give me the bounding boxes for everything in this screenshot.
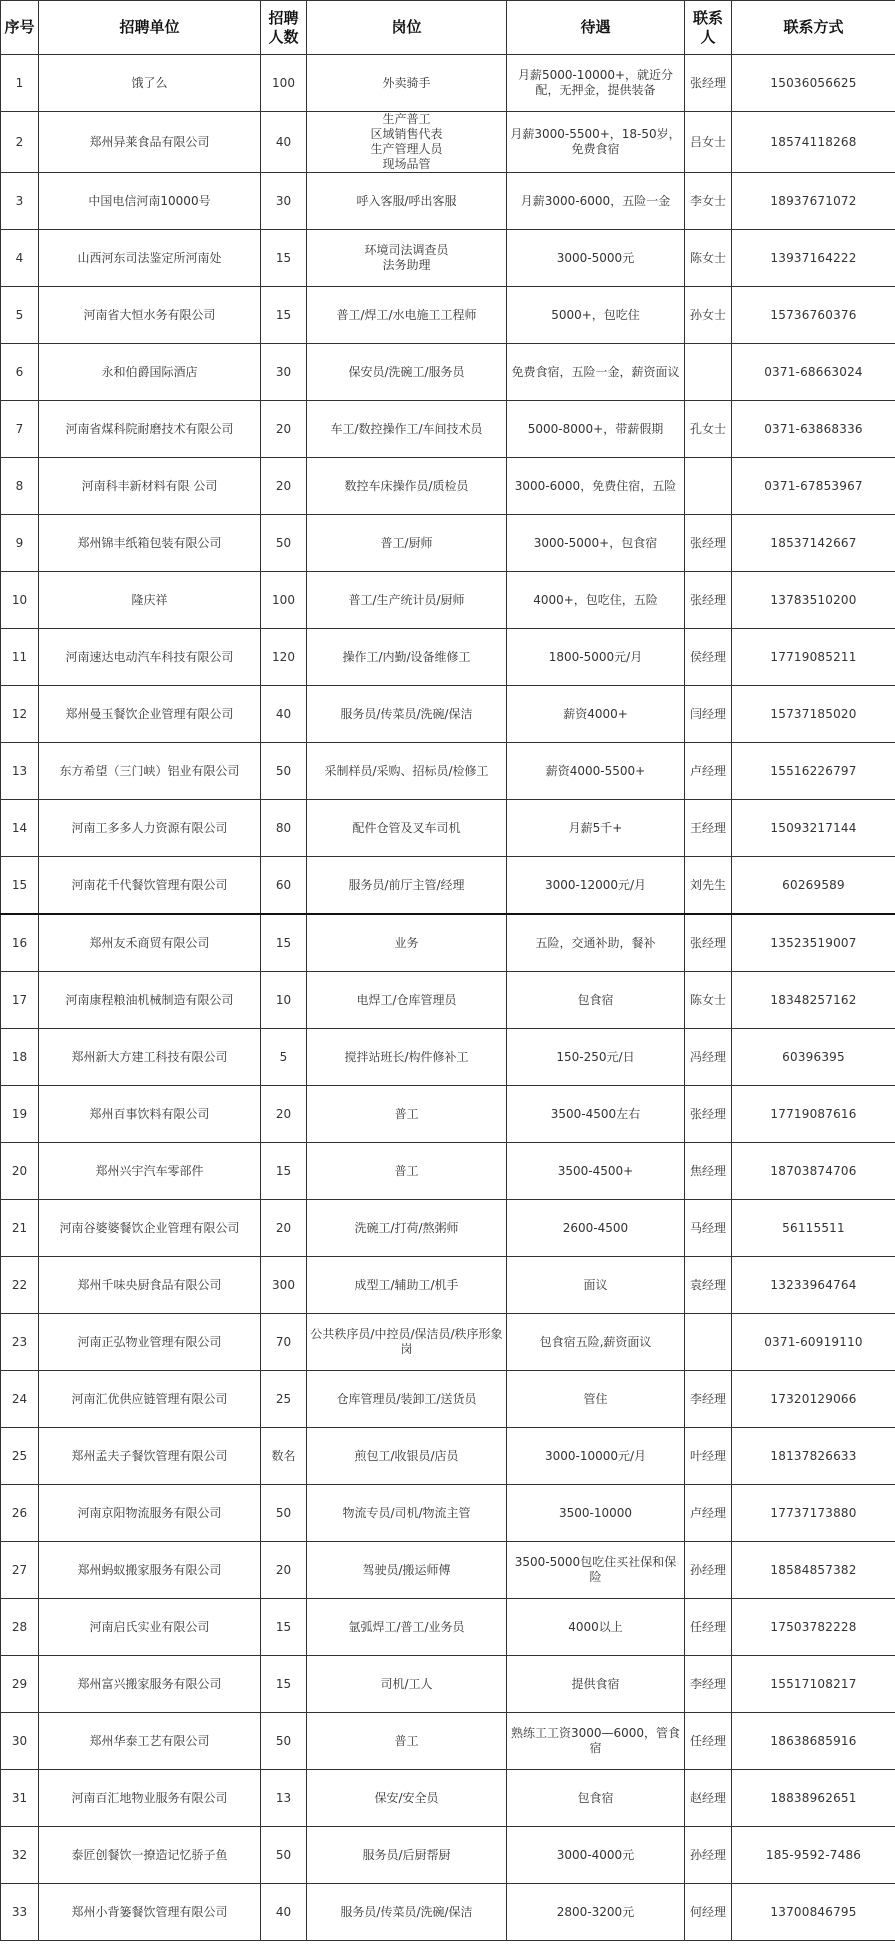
cell-phone: 13700846795: [732, 1884, 895, 1941]
cell-contact: 侯经理: [685, 629, 732, 686]
cell-phone: 0371-68663024: [732, 344, 895, 401]
cell-phone: 56115511: [732, 1200, 895, 1257]
table-row: [1, 1371, 895, 1428]
cell-contact: 张经理: [685, 572, 732, 629]
cell-count: 10: [261, 972, 307, 1029]
cell-position: 呼入客服/呼出客服: [307, 173, 507, 230]
cell-phone: 18703874706: [732, 1143, 895, 1200]
cell-phone: 17719085211: [732, 629, 895, 686]
header-no: 序号: [1, 1, 39, 55]
cell-phone: 17737173880: [732, 1485, 895, 1542]
cell-contact: 孙女士: [685, 287, 732, 344]
cell-position: 普工: [307, 1143, 507, 1200]
cell-salary: 3500-4500左右: [507, 1086, 685, 1143]
cell-no: 18: [1, 1029, 39, 1086]
cell-contact: 马经理: [685, 1200, 732, 1257]
cell-position: 服务员/后厨帮厨: [307, 1827, 507, 1884]
cell-salary: 3500-4500+: [507, 1143, 685, 1200]
table-row: [1, 515, 895, 572]
cell-no: 28: [1, 1599, 39, 1656]
cell-company: 郑州曼玉餐饮企业管理有限公司: [39, 686, 261, 743]
header-contact: 联系人: [685, 1, 732, 55]
cell-position: 普工/厨师: [307, 515, 507, 572]
cell-count: 20: [261, 401, 307, 458]
cell-salary: 3000-6000，免费住宿，五险: [507, 458, 685, 515]
cell-position: 保安/安全员: [307, 1770, 507, 1827]
cell-salary: 5000+，包吃住: [507, 287, 685, 344]
cell-company: 山西河东司法鉴定所河南处: [39, 230, 261, 287]
cell-position: 仓库管理员/装卸工/送货员: [307, 1371, 507, 1428]
cell-phone: 13523519007: [732, 914, 895, 972]
table-row: [1, 1770, 895, 1827]
cell-no: 10: [1, 572, 39, 629]
cell-position: 公共秩序员/中控员/保洁员/秩序形象岗: [307, 1314, 507, 1371]
cell-phone: 15036056625: [732, 55, 895, 112]
cell-no: 31: [1, 1770, 39, 1827]
cell-phone: 18137826633: [732, 1428, 895, 1485]
cell-count: 20: [261, 1086, 307, 1143]
cell-company: 郑州富兴搬家服务有限公司: [39, 1656, 261, 1713]
cell-count: 100: [261, 572, 307, 629]
cell-company: 郑州兴宇汽车零部件: [39, 1143, 261, 1200]
cell-no: 27: [1, 1542, 39, 1599]
cell-salary: 3000-4000元: [507, 1827, 685, 1884]
cell-count: 25: [261, 1371, 307, 1428]
cell-company: 郑州蚂蚁搬家服务有限公司: [39, 1542, 261, 1599]
header-company: 招聘单位: [39, 1, 261, 55]
table-row: [1, 230, 895, 287]
table-row: [1, 458, 895, 515]
cell-salary: 免费食宿，五险一金，薪资面议: [507, 344, 685, 401]
table-row: [1, 1143, 895, 1200]
table-row: [1, 972, 895, 1029]
cell-phone: 18537142667: [732, 515, 895, 572]
cell-count: 70: [261, 1314, 307, 1371]
cell-contact: 李经理: [685, 1371, 732, 1428]
cell-company: 河南省煤科院耐磨技术有限公司: [39, 401, 261, 458]
cell-salary: 提供食宿: [507, 1656, 685, 1713]
cell-no: 23: [1, 1314, 39, 1371]
cell-salary: 4000+，包吃住，五险: [507, 572, 685, 629]
table-row: [1, 800, 895, 857]
cell-salary: 月薪3000-5500+，18-50岁，免费食宿: [507, 112, 685, 173]
cell-count: 15: [261, 230, 307, 287]
cell-salary: 4000以上: [507, 1599, 685, 1656]
cell-contact: 张经理: [685, 1086, 732, 1143]
cell-contact: 李经理: [685, 1656, 732, 1713]
cell-count: 15: [261, 287, 307, 344]
cell-no: 15: [1, 857, 39, 915]
cell-phone: 18348257162: [732, 972, 895, 1029]
cell-contact: 赵经理: [685, 1770, 732, 1827]
cell-phone: 185-9592-7486: [732, 1827, 895, 1884]
cell-position: 司机/工人: [307, 1656, 507, 1713]
cell-phone: 60396395: [732, 1029, 895, 1086]
cell-phone: 15516226797: [732, 743, 895, 800]
cell-position: 服务员/传菜员/洗碗/保洁: [307, 686, 507, 743]
cell-position: 车工/数控操作工/车间技术员: [307, 401, 507, 458]
cell-count: 15: [261, 1656, 307, 1713]
cell-salary: 面议: [507, 1257, 685, 1314]
cell-company: 河南速达电动汽车科技有限公司: [39, 629, 261, 686]
cell-salary: 管住: [507, 1371, 685, 1428]
cell-position: 电焊工/仓库管理员: [307, 972, 507, 1029]
cell-company: 郑州小背篓餐饮管理有限公司: [39, 1884, 261, 1941]
cell-company: 饿了么: [39, 55, 261, 112]
cell-no: 26: [1, 1485, 39, 1542]
cell-company: 郑州千味央厨食品有限公司: [39, 1257, 261, 1314]
cell-company: 郑州新大方建工科技有限公司: [39, 1029, 261, 1086]
cell-contact: 陈女士: [685, 230, 732, 287]
cell-contact: 刘先生: [685, 857, 732, 915]
cell-position: 操作工/内勤/设备维修工: [307, 629, 507, 686]
header-salary: 待遇: [507, 1, 685, 55]
cell-salary: 包食宿: [507, 1770, 685, 1827]
cell-position: 采制样员/采购、招标员/检修工: [307, 743, 507, 800]
cell-position: 普工: [307, 1713, 507, 1770]
cell-salary: 3500-5000包吃住买社保和保险: [507, 1542, 685, 1599]
cell-no: 14: [1, 800, 39, 857]
table-row: [1, 1542, 895, 1599]
cell-company: 郑州锦丰纸箱包装有限公司: [39, 515, 261, 572]
cell-position: 服务员/传菜员/洗碗/保洁: [307, 1884, 507, 1941]
cell-position: 搅拌站班长/构件修补工: [307, 1029, 507, 1086]
cell-salary: 月薪5000-10000+，就近分配，无押金，提供装备: [507, 55, 685, 112]
table-row: [1, 401, 895, 458]
cell-no: 2: [1, 112, 39, 173]
table-row: [1, 344, 895, 401]
cell-contact: [685, 344, 732, 401]
cell-salary: 薪资4000+: [507, 686, 685, 743]
cell-salary: 5000-8000+，带薪假期: [507, 401, 685, 458]
cell-position: 普工/焊工/水电施工工程师: [307, 287, 507, 344]
cell-no: 12: [1, 686, 39, 743]
cell-contact: 何经理: [685, 1884, 732, 1941]
cell-position: 生产普工 区域销售代表 生产管理人员 现场品管: [307, 112, 507, 173]
cell-company: 泰匠创餐饮一撩造记忆骄子鱼: [39, 1827, 261, 1884]
cell-contact: 吕女士: [685, 112, 732, 173]
cell-contact: 陈女士: [685, 972, 732, 1029]
cell-contact: 任经理: [685, 1713, 732, 1770]
cell-phone: 13783510200: [732, 572, 895, 629]
cell-count: 15: [261, 914, 307, 972]
cell-count: 20: [261, 1542, 307, 1599]
cell-position: 数控车床操作员/质检员: [307, 458, 507, 515]
cell-count: 80: [261, 800, 307, 857]
cell-company: 河南百汇地物业服务有限公司: [39, 1770, 261, 1827]
cell-phone: 15736760376: [732, 287, 895, 344]
cell-no: 13: [1, 743, 39, 800]
table-row: [1, 572, 895, 629]
cell-company: 隆庆祥: [39, 572, 261, 629]
cell-company: 河南工多多人力资源有限公司: [39, 800, 261, 857]
cell-salary: 1800-5000元/月: [507, 629, 685, 686]
cell-count: 60: [261, 857, 307, 915]
cell-contact: 孔女士: [685, 401, 732, 458]
cell-count: 20: [261, 1200, 307, 1257]
cell-count: 100: [261, 55, 307, 112]
cell-phone: 17503782228: [732, 1599, 895, 1656]
cell-count: 40: [261, 112, 307, 173]
cell-count: 50: [261, 1713, 307, 1770]
cell-count: 5: [261, 1029, 307, 1086]
cell-contact: 任经理: [685, 1599, 732, 1656]
cell-count: 40: [261, 1884, 307, 1941]
cell-company: 河南京阳物流服务有限公司: [39, 1485, 261, 1542]
cell-salary: 月薪5千+: [507, 800, 685, 857]
cell-company: 郑州孟夫子餐饮管理有限公司: [39, 1428, 261, 1485]
cell-count: 120: [261, 629, 307, 686]
cell-position: 普工/生产统计员/厨师: [307, 572, 507, 629]
cell-contact: 张经理: [685, 55, 732, 112]
table-row: [1, 629, 895, 686]
cell-no: 24: [1, 1371, 39, 1428]
cell-contact: 袁经理: [685, 1257, 732, 1314]
cell-company: 河南启氏实业有限公司: [39, 1599, 261, 1656]
cell-no: 19: [1, 1086, 39, 1143]
cell-phone: 18838962651: [732, 1770, 895, 1827]
cell-no: 3: [1, 173, 39, 230]
cell-no: 8: [1, 458, 39, 515]
cell-company: 郑州百事饮料有限公司: [39, 1086, 261, 1143]
cell-contact: 李女士: [685, 173, 732, 230]
cell-company: 河南康程粮油机械制造有限公司: [39, 972, 261, 1029]
cell-count: 30: [261, 173, 307, 230]
cell-phone: 18584857382: [732, 1542, 895, 1599]
cell-company: 河南正弘物业管理有限公司: [39, 1314, 261, 1371]
cell-phone: 0371-67853967: [732, 458, 895, 515]
table-row: [1, 914, 895, 972]
cell-count: 15: [261, 1143, 307, 1200]
cell-salary: 月薪3000-6000，五险一金: [507, 173, 685, 230]
header-count: 招聘人数: [261, 1, 307, 55]
cell-salary: 包食宿五险,薪资面议: [507, 1314, 685, 1371]
cell-count: 50: [261, 743, 307, 800]
cell-contact: 王经理: [685, 800, 732, 857]
cell-no: 21: [1, 1200, 39, 1257]
table-row: [1, 1599, 895, 1656]
cell-company: 永和伯爵国际酒店: [39, 344, 261, 401]
cell-company: 河南汇优供应链管理有限公司: [39, 1371, 261, 1428]
cell-phone: 18937671072: [732, 173, 895, 230]
cell-no: 16: [1, 914, 39, 972]
table-row: [1, 1713, 895, 1770]
cell-position: 普工: [307, 1086, 507, 1143]
cell-contact: 张经理: [685, 914, 732, 972]
table-row: [1, 686, 895, 743]
cell-count: 50: [261, 1827, 307, 1884]
cell-phone: 15517108217: [732, 1656, 895, 1713]
cell-no: 6: [1, 344, 39, 401]
job-rows: [1, 55, 895, 1941]
cell-no: 1: [1, 55, 39, 112]
cell-contact: 孙经理: [685, 1827, 732, 1884]
cell-position: 业务: [307, 914, 507, 972]
header-phone: 联系方式: [732, 1, 895, 55]
cell-count: 40: [261, 686, 307, 743]
cell-company: 河南科丰新材料有限 公司: [39, 458, 261, 515]
cell-company: 河南省大恒水务有限公司: [39, 287, 261, 344]
cell-count: 13: [261, 1770, 307, 1827]
cell-salary: 3500-10000: [507, 1485, 685, 1542]
cell-count: 20: [261, 458, 307, 515]
table-row: [1, 287, 895, 344]
cell-no: 5: [1, 287, 39, 344]
cell-count: 50: [261, 515, 307, 572]
cell-phone: 18574118268: [732, 112, 895, 173]
table-row: [1, 1428, 895, 1485]
header-position: 岗位: [307, 1, 507, 55]
cell-company: 河南谷婆婆餐饮企业管理有限公司: [39, 1200, 261, 1257]
cell-position: 成型工/辅助工/机手: [307, 1257, 507, 1314]
table-row: [1, 55, 895, 112]
cell-contact: 卢经理: [685, 743, 732, 800]
cell-contact: 孙经理: [685, 1542, 732, 1599]
header-row: [1, 1, 895, 55]
cell-phone: 15093217144: [732, 800, 895, 857]
cell-count: 300: [261, 1257, 307, 1314]
cell-no: 33: [1, 1884, 39, 1941]
cell-contact: 闫经理: [685, 686, 732, 743]
table-row: [1, 743, 895, 800]
cell-no: 20: [1, 1143, 39, 1200]
table-row: [1, 173, 895, 230]
cell-phone: 0371-60919110: [732, 1314, 895, 1371]
cell-company: 东方希望（三门峡）铝业有限公司: [39, 743, 261, 800]
cell-position: 服务员/前厅主管/经理: [307, 857, 507, 915]
cell-no: 29: [1, 1656, 39, 1713]
cell-salary: 3000-5000+，包食宿: [507, 515, 685, 572]
cell-count: 数名: [261, 1428, 307, 1485]
cell-no: 9: [1, 515, 39, 572]
cell-no: 25: [1, 1428, 39, 1485]
cell-company: 郑州异莱食品有限公司: [39, 112, 261, 173]
cell-phone: 18638685916: [732, 1713, 895, 1770]
table-row: [1, 1485, 895, 1542]
cell-contact: 焦经理: [685, 1143, 732, 1200]
cell-salary: 五险，交通补助，餐补: [507, 914, 685, 972]
cell-position: 驾驶员/搬运师傅: [307, 1542, 507, 1599]
cell-count: 30: [261, 344, 307, 401]
cell-position: 配件仓管及叉车司机: [307, 800, 507, 857]
cell-salary: 包食宿: [507, 972, 685, 1029]
table-row: [1, 1029, 895, 1086]
cell-phone: 17320129066: [732, 1371, 895, 1428]
cell-salary: 熟练工工资3000—6000，管食宿: [507, 1713, 685, 1770]
table-row: [1, 1314, 895, 1371]
cell-position: 环境司法调查员 法务助理: [307, 230, 507, 287]
cell-phone: 0371-63868336: [732, 401, 895, 458]
cell-salary: 3000-10000元/月: [507, 1428, 685, 1485]
cell-salary: 150-250元/日: [507, 1029, 685, 1086]
table-row: [1, 112, 895, 173]
cell-count: 50: [261, 1485, 307, 1542]
table-row: [1, 1200, 895, 1257]
cell-no: 22: [1, 1257, 39, 1314]
cell-contact: 冯经理: [685, 1029, 732, 1086]
table-row: [1, 1086, 895, 1143]
cell-company: 郑州华泰工艺有限公司: [39, 1713, 261, 1770]
cell-position: 外卖骑手: [307, 55, 507, 112]
cell-phone: 13233964764: [732, 1257, 895, 1314]
cell-salary: 3000-12000元/月: [507, 857, 685, 915]
cell-contact: 叶经理: [685, 1428, 732, 1485]
cell-no: 17: [1, 972, 39, 1029]
cell-position: 洗碗工/打荷/熬粥师: [307, 1200, 507, 1257]
cell-salary: 3000-5000元: [507, 230, 685, 287]
cell-phone: 17719087616: [732, 1086, 895, 1143]
cell-company: 中国电信河南10000号: [39, 173, 261, 230]
cell-no: 30: [1, 1713, 39, 1770]
cell-position: 物流专员/司机/物流主管: [307, 1485, 507, 1542]
cell-no: 32: [1, 1827, 39, 1884]
table-row: [1, 1827, 895, 1884]
cell-position: 保安员/洗碗工/服务员: [307, 344, 507, 401]
cell-no: 11: [1, 629, 39, 686]
cell-position: 氩弧焊工/普工/业务员: [307, 1599, 507, 1656]
cell-count: 15: [261, 1599, 307, 1656]
cell-no: 4: [1, 230, 39, 287]
cell-company: 河南花千代餐饮管理有限公司: [39, 857, 261, 915]
table-row: [1, 1257, 895, 1314]
cell-phone: 60269589: [732, 857, 895, 915]
cell-phone: 13937164222: [732, 230, 895, 287]
table-row: [1, 857, 895, 915]
cell-salary: 2800-3200元: [507, 1884, 685, 1941]
cell-salary: 2600-4500: [507, 1200, 685, 1257]
table-row: [1, 1884, 895, 1941]
cell-contact: 卢经理: [685, 1485, 732, 1542]
cell-salary: 薪资4000-5500+: [507, 743, 685, 800]
cell-company: 郑州友禾商贸有限公司: [39, 914, 261, 972]
cell-phone: 15737185020: [732, 686, 895, 743]
cell-contact: 张经理: [685, 515, 732, 572]
cell-contact: [685, 458, 732, 515]
cell-position: 煎包工/收银员/店员: [307, 1428, 507, 1485]
cell-no: 7: [1, 401, 39, 458]
cell-contact: [685, 1314, 732, 1371]
table-row: [1, 1656, 895, 1713]
